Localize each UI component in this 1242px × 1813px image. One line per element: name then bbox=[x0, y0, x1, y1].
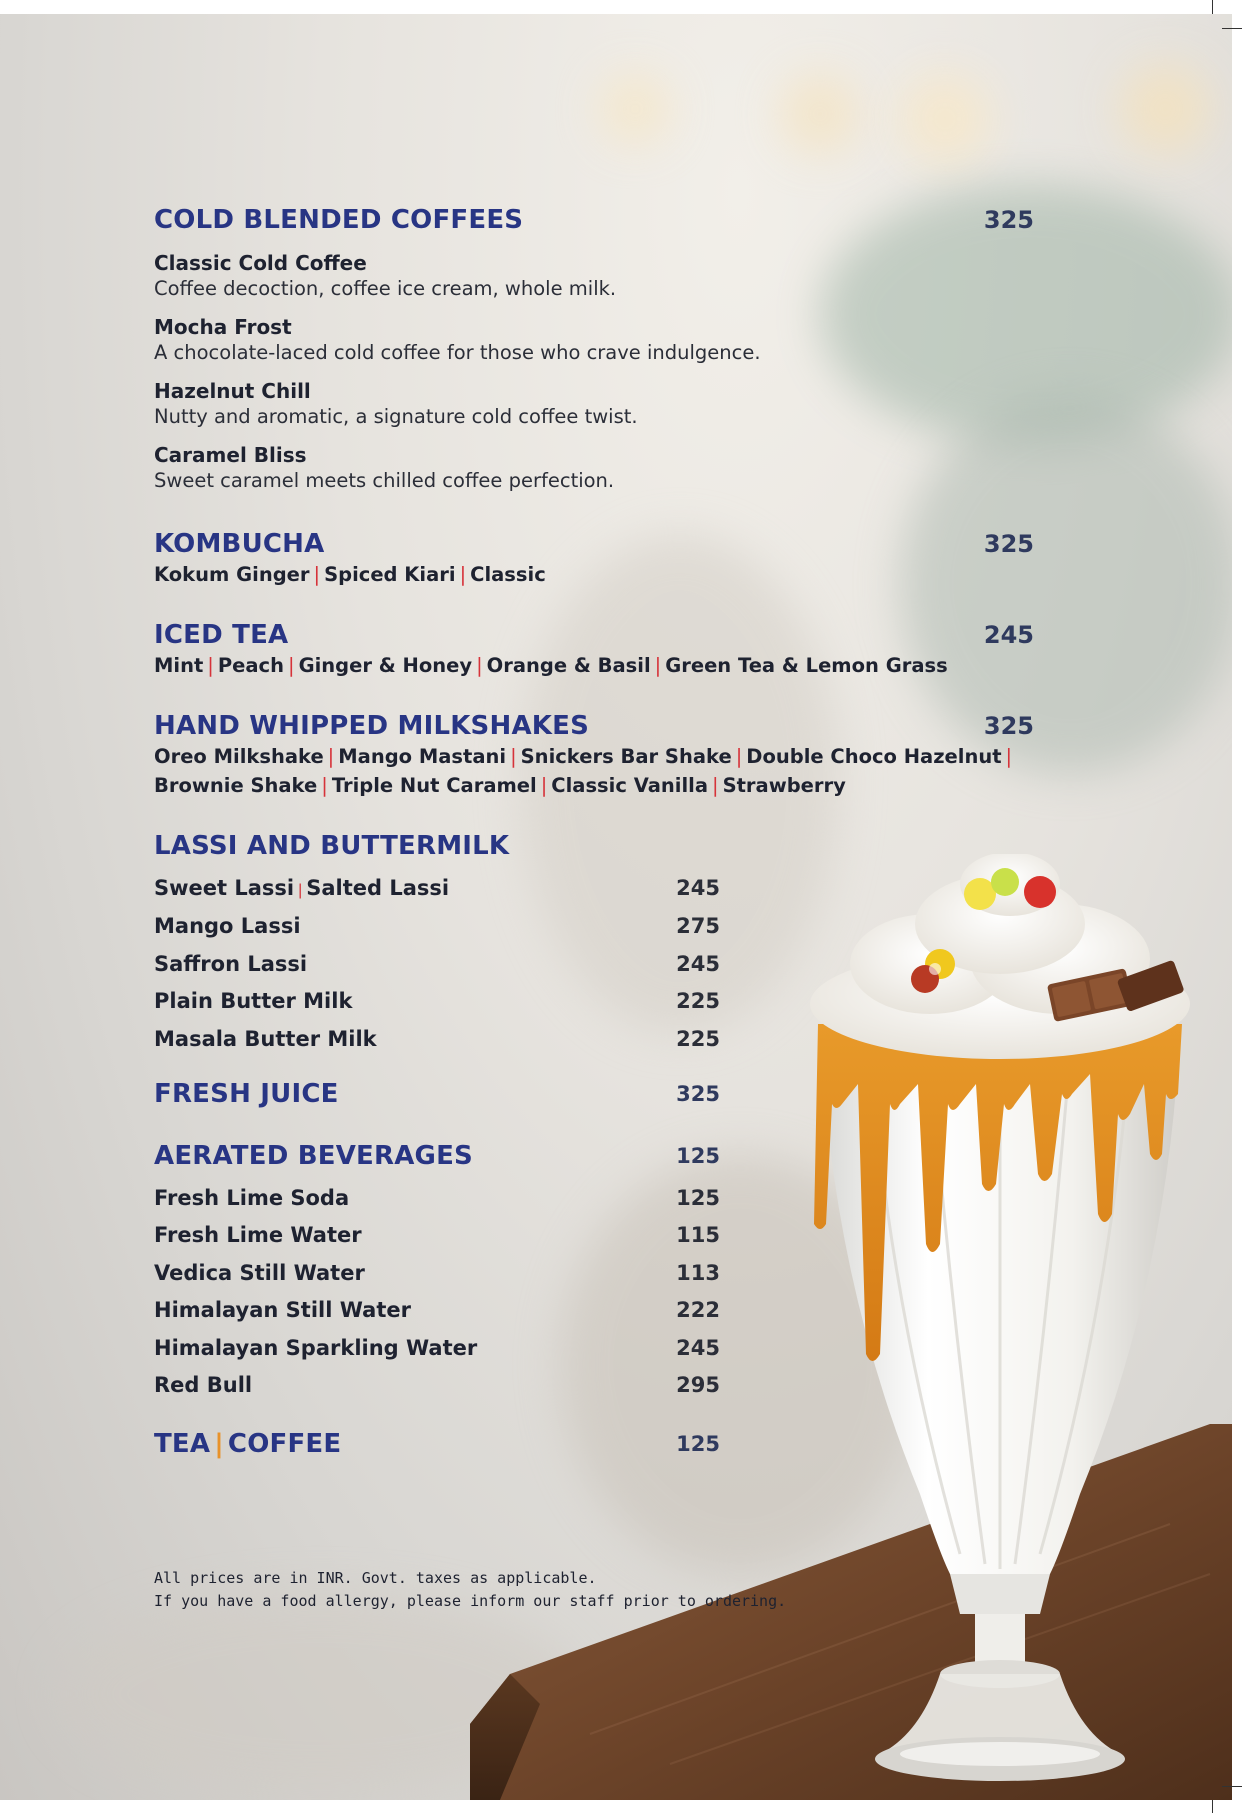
menu-page bbox=[0, 14, 1232, 1800]
item-name: Vedica Still Water bbox=[154, 1261, 365, 1285]
section-price: 325 bbox=[676, 1082, 720, 1106]
bokeh-light bbox=[900, 74, 990, 164]
section-tea-coffee bbox=[154, 1428, 720, 1460]
section-title: AERATED BEVERAGES bbox=[154, 1141, 473, 1171]
milkshake-illustration bbox=[800, 854, 1200, 1800]
separator: | bbox=[1005, 745, 1013, 768]
item-price: 115 bbox=[676, 1223, 720, 1247]
section-price: 125 bbox=[676, 1144, 720, 1168]
section-price: 325 bbox=[983, 530, 1034, 558]
item-name: Saffron Lassi bbox=[154, 952, 308, 976]
menu-item-row bbox=[154, 1180, 720, 1217]
separator: | bbox=[459, 563, 467, 586]
separator: | bbox=[207, 654, 214, 677]
menu-item bbox=[154, 250, 1034, 302]
footer-line: If you have a food allergy, please inform our staff prior to ordering. bbox=[154, 1592, 787, 1610]
section-lassi-and-buttermilk bbox=[154, 830, 1034, 862]
section-title: COLD BLENDED COFFEES bbox=[154, 205, 524, 235]
variant: Orange & Basil bbox=[486, 654, 651, 677]
separator: | bbox=[510, 745, 517, 768]
menu-item-row bbox=[154, 1217, 720, 1254]
item-name: Classic Cold Coffee bbox=[154, 251, 367, 275]
separator: | bbox=[476, 654, 483, 677]
menu-item-row bbox=[154, 983, 720, 1020]
variant: Kokum Ginger bbox=[154, 563, 310, 586]
separator: | bbox=[654, 654, 662, 677]
item-name: Hazelnut Chill bbox=[154, 379, 311, 403]
section-title bbox=[154, 1428, 720, 1460]
separator: | bbox=[313, 563, 321, 586]
menu-item-row bbox=[154, 1021, 720, 1058]
item-name: Salted Lassi bbox=[306, 876, 450, 900]
separator: | bbox=[298, 882, 303, 899]
section-price: 245 bbox=[983, 621, 1034, 649]
item-price: 275 bbox=[676, 914, 720, 938]
variant-list bbox=[154, 742, 1034, 771]
title-part: COFFEE bbox=[227, 1429, 342, 1459]
variant-list bbox=[154, 771, 1034, 800]
separator: | bbox=[735, 745, 743, 768]
menu-item bbox=[154, 378, 1034, 430]
section-title: KOMBUCHA bbox=[154, 529, 325, 559]
variant: Peach bbox=[217, 654, 284, 677]
item-description: Coffee decoction, coffee ice cream, whole milk. bbox=[154, 277, 617, 300]
item-name: Mocha Frost bbox=[154, 315, 292, 339]
menu-item bbox=[154, 314, 1034, 366]
separator: | bbox=[540, 774, 548, 797]
variant: Oreo Milkshake bbox=[154, 745, 324, 768]
variant: Mango Mastani bbox=[338, 745, 507, 768]
section-iced-tea bbox=[154, 619, 1034, 680]
footer-note bbox=[154, 1567, 786, 1613]
separator: | bbox=[711, 774, 719, 797]
bokeh-light bbox=[1120, 64, 1210, 154]
item-description: Sweet caramel meets chilled coffee perfection. bbox=[154, 469, 615, 492]
section-price: 325 bbox=[983, 712, 1034, 740]
variant: Strawberry bbox=[722, 774, 846, 797]
item-price: 125 bbox=[676, 1186, 720, 1210]
separator: | bbox=[327, 745, 335, 768]
variant: Spiced Kiari bbox=[324, 563, 456, 586]
item-price: 245 bbox=[676, 1336, 720, 1360]
variant: Green Tea & Lemon Grass bbox=[665, 654, 948, 677]
menu-item-row bbox=[154, 870, 720, 907]
item-price: 295 bbox=[676, 1373, 720, 1397]
variant: Classic bbox=[470, 563, 546, 586]
variant: Mint bbox=[154, 654, 204, 677]
variant-list bbox=[154, 560, 1034, 589]
section-title: FRESH JUICE bbox=[154, 1079, 339, 1109]
item-name: Caramel Bliss bbox=[154, 443, 307, 467]
item-name: Masala Butter Milk bbox=[154, 1027, 377, 1051]
item-name: Sweet Lassi bbox=[154, 876, 295, 900]
item-price: 245 bbox=[676, 952, 720, 976]
item-price: 225 bbox=[676, 1027, 720, 1051]
item-name: Fresh Lime Soda bbox=[154, 1186, 350, 1210]
variant: Brownie Shake bbox=[154, 774, 318, 797]
variant: Triple Nut Caramel bbox=[331, 774, 537, 797]
item-description: Nutty and aromatic, a signature cold coffee twist. bbox=[154, 405, 638, 428]
separator: | bbox=[214, 1429, 224, 1459]
menu-item-row bbox=[154, 1367, 720, 1404]
item-name: Plain Butter Milk bbox=[154, 989, 353, 1013]
menu-item-row bbox=[154, 1330, 720, 1367]
variant: Snickers Bar Shake bbox=[520, 745, 732, 768]
separator: | bbox=[288, 654, 295, 677]
item-price: 222 bbox=[676, 1298, 720, 1322]
item-name: Himalayan Still Water bbox=[154, 1298, 411, 1322]
section-cold-blended-coffees bbox=[154, 204, 1034, 494]
section-hand-whipped-milkshakes bbox=[154, 710, 1034, 800]
crop-mark bbox=[1212, 1800, 1213, 1813]
item-price: 225 bbox=[676, 989, 720, 1013]
variant-list bbox=[154, 651, 1034, 680]
section-fresh-juice bbox=[154, 1078, 720, 1110]
title-part: TEA bbox=[154, 1429, 211, 1459]
variant: Classic Vanilla bbox=[551, 774, 708, 797]
section-price: 125 bbox=[676, 1432, 720, 1456]
item-description: A chocolate-laced cold coffee for those who crave indulgence. bbox=[154, 341, 761, 364]
bokeh-light bbox=[600, 74, 670, 144]
item-price: 245 bbox=[676, 876, 720, 900]
variant: Ginger & Honey bbox=[298, 654, 473, 677]
section-aerated-beverages bbox=[154, 1140, 720, 1172]
crop-mark bbox=[1222, 28, 1242, 29]
variant: Double Choco Hazelnut bbox=[746, 745, 1002, 768]
menu-item-row bbox=[154, 1292, 720, 1329]
item-name: Himalayan Sparkling Water bbox=[154, 1336, 478, 1360]
item-price: 113 bbox=[676, 1261, 720, 1285]
item-name: Red Bull bbox=[154, 1373, 253, 1397]
menu-item-row bbox=[154, 946, 720, 983]
section-title: LASSI AND BUTTERMILK bbox=[154, 831, 510, 861]
section-price: 325 bbox=[983, 206, 1034, 234]
item-name: Fresh Lime Water bbox=[154, 1223, 362, 1247]
section-kombucha bbox=[154, 528, 1034, 589]
footer-line: All prices are in INR. Govt. taxes as applicable. bbox=[154, 1569, 597, 1587]
menu-item bbox=[154, 442, 1034, 494]
item-name: Mango Lassi bbox=[154, 914, 301, 938]
crop-mark bbox=[1222, 1786, 1242, 1787]
bokeh-light bbox=[780, 74, 860, 154]
separator: | bbox=[321, 774, 328, 797]
menu-item-row bbox=[154, 908, 720, 945]
section-title: ICED TEA bbox=[154, 620, 289, 650]
crop-mark bbox=[1212, 0, 1213, 14]
section-title: HAND WHIPPED MILKSHAKES bbox=[154, 711, 589, 741]
menu-item-row bbox=[154, 1255, 720, 1292]
